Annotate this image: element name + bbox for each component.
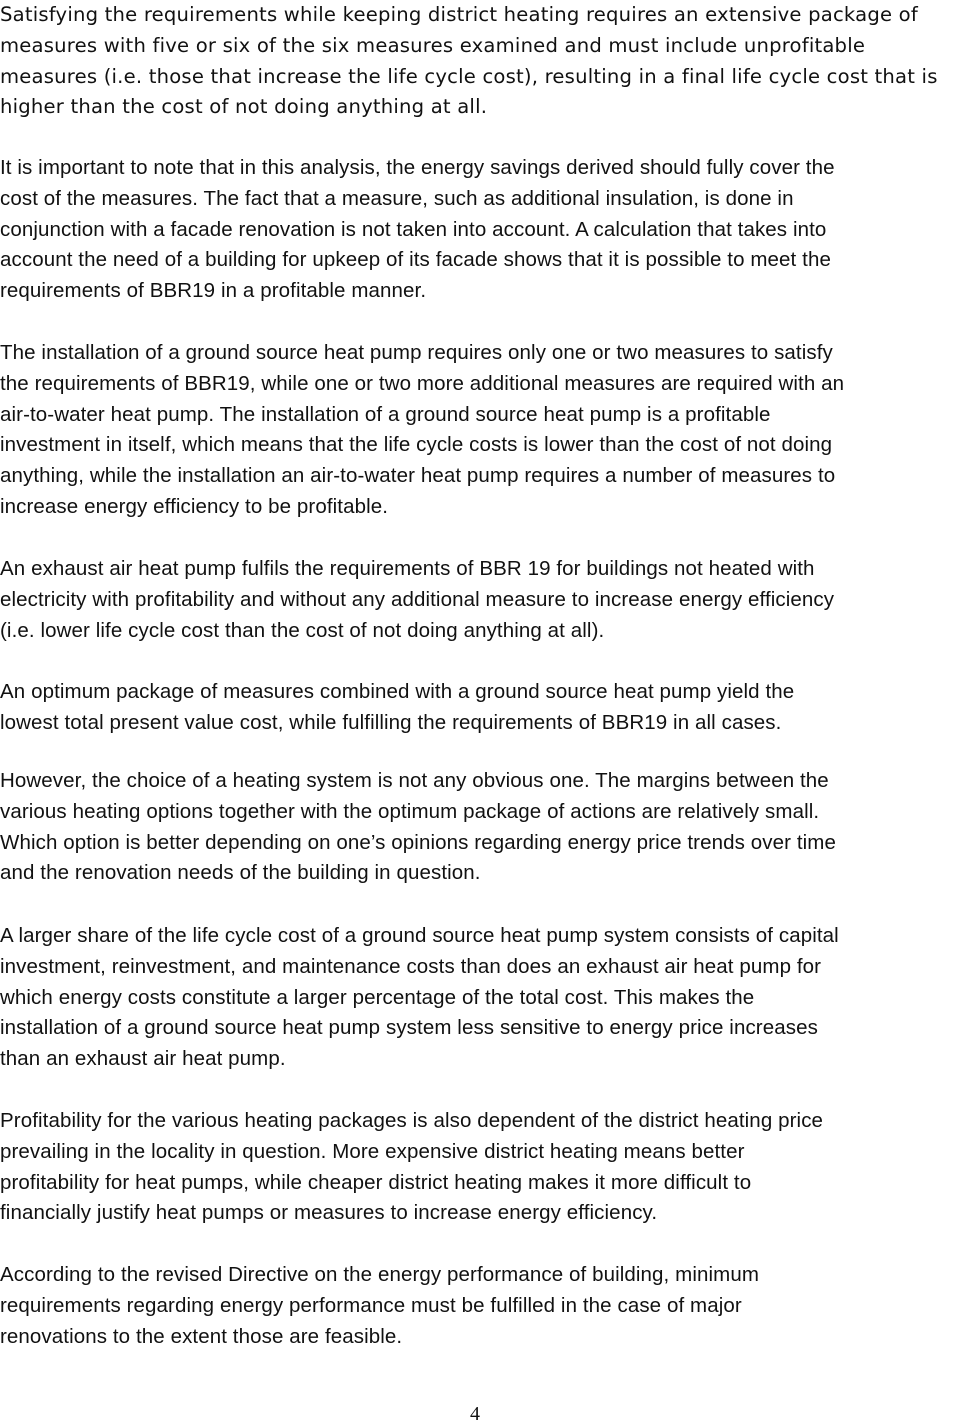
text-line: conjunction with a facade renovation is not taken into account. A calculation that takes into [0,217,827,241]
text-line: Profitability for the various heating packages is also dependent of the district heating price [0,1109,824,1132]
text-line: electricity with profitability and without any additional measure to increase energy efficiency [0,587,835,611]
text-line: A larger share of the life cycle cost of a ground source heat pump system consists of capital [0,924,839,947]
text-line: requirements regarding energy performance must be fulfilled in the case of major [0,1293,742,1317]
text-line: renovations to the extent those are feasible. [0,1324,403,1348]
text-line: Satisfying the requirements while keeping district heating requires an extensive package of [0,3,918,26]
paragraph-ground-source-heat-pump [0,338,844,523]
paragraph-energy-savings-note [0,153,835,307]
text-line: which energy costs constitute a larger percentage of the total cost. This makes the [0,985,755,1009]
text-line: An exhaust air heat pump fulfils the requirements of BBR 19 for buildings not heated with [0,557,815,580]
text-line: financially justify heat pumps or measures to increase energy efficiency. [0,1201,658,1225]
text-line: investment in itself, which means that the life cycle costs is lower than the cost of not doing [0,433,833,457]
paragraph-choice-of-heating-system [0,766,836,889]
text-line: Which option is better depending on one’s opinions regarding energy price trends over time [0,830,836,854]
text-line: installation of a ground source heat pump system less sensitive to energy price increases [0,1016,818,1040]
text-line: An optimum package of measures combined with a ground source heat pump yield the [0,680,795,703]
text-line: However, the choice of a heating system is not any obvious one. The margins between the [0,769,829,792]
text-line: and the renovation needs of the building in question. [0,861,481,885]
text-line: air-to-water heat pump. The installation of a ground source heat pump is a profitable [0,402,771,426]
paragraph-profitability-district-price [0,1106,823,1229]
text-line: The installation of a ground source heat pump requires only one or two measures to satisfy [0,341,833,364]
text-line: than an exhaust air heat pump. [0,1047,286,1071]
text-line: measures (i.e. those that increase the life cycle cost), resulting in a final life cycle cost that is [0,64,938,88]
text-line: prevailing in the locality in question. More expensive district heating means better [0,1139,745,1163]
paragraph-optimum-package [0,677,794,739]
text-line: higher than the cost of not doing anything at all. [0,95,488,119]
paragraph-revised-directive [0,1260,759,1352]
text-line: cost of the measures. The fact that a measure, such as additional insulation, is done in [0,186,794,210]
text-line: profitability for heat pumps, while cheaper district heating makes it more difficult to [0,1170,752,1194]
text-line: account the need of a building for upkeep of its facade shows that it is possible to meet the [0,248,831,272]
text-line: anything, while the installation an air-to-water heat pump requires a number of measures to [0,464,836,488]
paragraph-district-heating-requirements [0,0,938,123]
text-line: requirements of BBR19 in a profitable manner. [0,279,427,303]
page-number: 4 [470,1403,480,1425]
text-line: measures with five or six of the six measures examined and must include unprofitable [0,33,866,57]
text-line: According to the revised Directive on the energy performance of building, minimum [0,1263,759,1286]
text-line: various heating options together with the optimum package of actions are relatively small. [0,799,820,823]
text-line: lowest total present value cost, while fulfilling the requirements of BBR19 in all cases. [0,710,782,734]
text-line: It is important to note that in this analysis, the energy savings derived should fully cover the [0,156,835,179]
paragraph-exhaust-air-heat-pump [0,554,834,646]
text-line: investment, reinvestment, and maintenance costs than does an exhaust air heat pump for [0,954,822,978]
paragraph-life-cycle-cost-share [0,921,839,1075]
text-line: (i.e. lower life cycle cost than the cost of not doing anything at all). [0,618,605,642]
text-line: the requirements of BBR19, while one or two more additional measures are required with an [0,371,845,395]
text-line: increase energy efficiency to be profitable. [0,494,389,518]
